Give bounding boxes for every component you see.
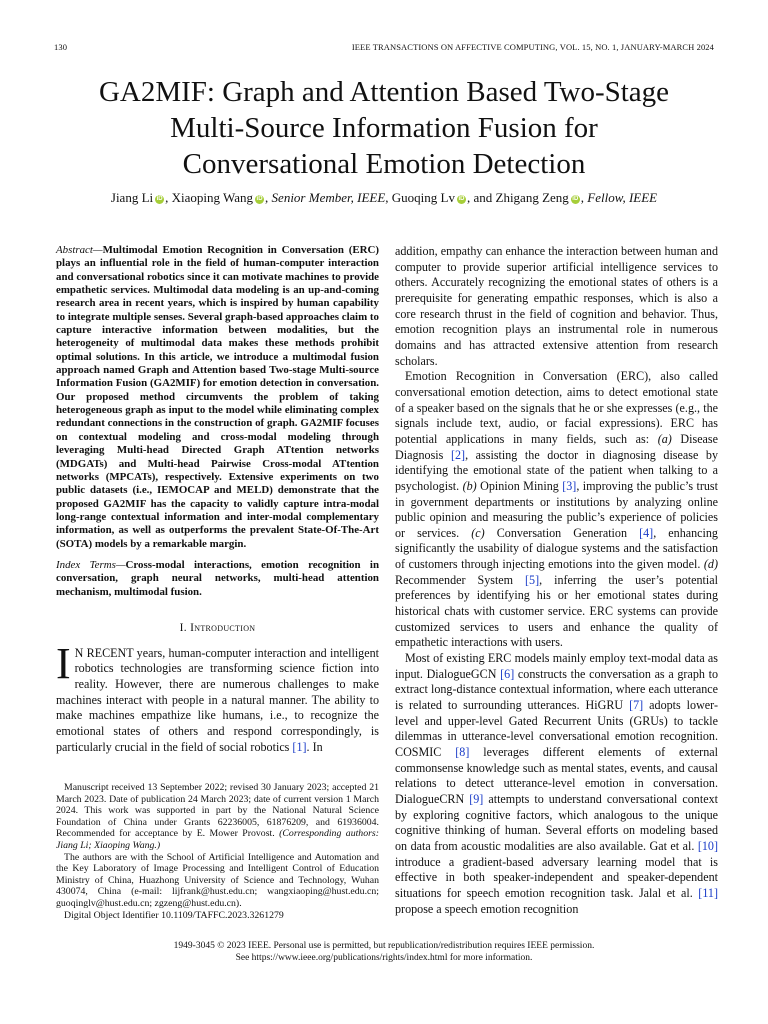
title-line-1: GA2MIF: Graph and Attention Based Two-Stage xyxy=(98,76,670,108)
copyright-notice xyxy=(40,940,728,964)
author-list xyxy=(40,190,728,206)
page-number: 130 xyxy=(54,42,68,52)
author-2: Xiaoping Wang xyxy=(171,190,254,205)
paragraph-text: leverages different elements of external commonsense knowledge such as mental states, events, and causal relations to detect utterance-level emotion in conversation. DialogueCRN xyxy=(395,745,718,806)
orcid-icon[interactable]: iD xyxy=(458,196,465,202)
abstract-text: Multimodal Emotion Recognition in Conversation (ERC) plays an influential role in the field of human-computer interaction and conversational robotics since it can motivate machines to provide empathetic services. Multimodal data modeling is an up-and-coming research area in recent years, which is inspired by human capability to integrate multiple senses. Several graph-based approaches claim to capture interactive information between modalities, but the heterogeneity of multimodal data makes these methods prohibit optimal solutions. In this article, we introduce a multimodal fusion approach named Graph and Attention based Two-stage Multi-source Information Fusion (GA2MIF) for emotion detection in conversation. Our proposed method circumvents the problem of taking heterogeneous graph as input to the model while eliminating complex redundant connections in the construction of graph. GA2MIF focuses on contextual modeling and cross-modal modeling through leveraging Multi-head Directed Graph ATtention networks (MDGATs) and Multi-head Pairwise Cross-modal ATtention networks (MPCATs), respectively. Extensive experiments on two public datasets (i.e., IEMOCAP and MELD) demonstrate that the proposed GA2MIF has the capacity to validly capture intra-modal long-range contextual information and inter-modal complementary information, as well as outperforms the prevalent State-Of-The-Art (SOTA) models by a remarkable margin. xyxy=(56,244,379,550)
intro-text: N RECENT years, human-computer interaction and intelligent robotics technologies are transforming science fiction into reality. However, there are numerous challenges to make machines interact with people in a natural manner. The ability to make machines empathize like humans, i.e., to recognize the emotional states of others and respond correspondingly, is particularly crucial in the field of social robotics xyxy=(56,645,379,754)
paragraph-text: propose a speech emotion recognition xyxy=(395,901,579,916)
footnotes xyxy=(56,782,379,921)
index-terms-text: Cross-modal interactions, emotion recognition in conversation, graph neural networks, multi-head attention mechanism, multimodal fusion. xyxy=(56,558,380,598)
citation-link[interactable]: [11] xyxy=(698,885,718,900)
index-terms-label: Index Terms— xyxy=(56,558,126,571)
paragraph xyxy=(395,369,718,651)
abstract-label: Abstract— xyxy=(56,244,103,256)
copyright-line: 1949-3045 © 2023 IEEE. Personal use is permitted, but republication/redistribution requires IEEE permission. xyxy=(173,941,595,951)
citation-link[interactable]: [2] xyxy=(450,447,466,462)
footnote-received-text: Manuscript received 13 September 2022; revised 30 January 2023; accepted 21 March 2023. Date of publication 24 March 2023; date of current version 1 March 2024. This work was supported in part by the National Natural Science Foundation of China under Grants 62236005, 61876209, and 61936004. Recommended for acceptance by E. Mower Provost. xyxy=(56,782,379,840)
citation-link[interactable]: [5] xyxy=(525,572,540,587)
paragraph-text: constructs the conversation as a graph to extract long-distance contextual information, where each utterance is related to surrounding utterances. HiGRU xyxy=(395,666,719,713)
paragraph: addition, empathy can enhance the interaction between human and computer to provide superior artificial intelligence services to others. Accurately recognizing the emotional states of others is a prerequisite for generating empathic responses, which is also a core research thrust in the field of cognition and behavior. Thus, emotion recognition plays an instrumental role in numerous domains and has attracted extensive attention from research scholars. xyxy=(395,244,718,368)
title-line-2: Multi-Source Information Fusion for xyxy=(170,112,598,144)
abstract xyxy=(56,244,379,551)
paragraph-text: , enhancing significantly the usability of dialogue systems and the satisfaction of customers through injecting emotions into the given model. xyxy=(395,525,718,572)
author-separator: , xyxy=(580,190,588,205)
author-separator: , xyxy=(385,190,392,205)
orcid-icon[interactable]: iD xyxy=(256,196,263,202)
orcid-icon[interactable]: iD xyxy=(572,196,579,202)
citation-link[interactable]: [1] xyxy=(292,739,307,754)
index-terms xyxy=(56,559,379,599)
citation-link[interactable]: [8] xyxy=(455,745,470,759)
right-column xyxy=(395,244,718,917)
paragraph-text: , inferring the user’s potential preferences by identifying his or her emotional states during historical chats with customer service. ERC systems can provide customized services to users and enhance the quality of empathetic interactions with users. xyxy=(395,572,718,650)
drop-cap: I xyxy=(56,638,71,688)
section-heading xyxy=(56,621,379,637)
citation-link[interactable]: [4] xyxy=(639,525,654,540)
citation-link[interactable]: [3] xyxy=(562,478,577,493)
author-separator: , xyxy=(165,190,172,205)
citation-link[interactable]: [9] xyxy=(469,791,484,806)
paragraph-text: Emotion Recognition in Conversation (ERC), also called conversational emotion detection, aims to detect emotional state of a speaker based on the signals that he or she expresses (e.g., the signals include text, audio, or facial expressions). ERC has potential applications in many fields, such as: xyxy=(395,369,718,446)
paragraph-text: attempts to understand conversational context by exploring cognitive factors, which analogous to the unique cognitive thinking of human. Several efforts on modeling based on data from acoustic modalities are also available. Gat et al. xyxy=(395,791,718,853)
footnote-doi: Digital Object Identifier 10.1109/TAFFC.2023.3261279 xyxy=(64,909,284,921)
orcid-icon[interactable]: iD xyxy=(156,196,163,202)
footnote-affiliation: The authors are with the School of Artificial Intelligence and Automation and the Key Laboratory of Image Processing and Intelligent Control of Education Ministry of China, Huazhong University of Science and Technology, Wuhan 430074, China (e-mail: lijfrank@hust.edu.cn; wangxiaoping@hust.edu.cn; guoqinglv@hust.edu.cn; zgzeng@hust.edu.cn). xyxy=(56,851,379,909)
paragraph-text: Conversation Generation xyxy=(484,525,640,540)
footnote-corresponding: (Corresponding authors: Jiang Li; Xiaoping Wang.) xyxy=(56,828,379,851)
section-title: Introduction xyxy=(190,621,256,634)
paragraph-text: Opinion Mining xyxy=(476,478,563,493)
running-head: IEEE TRANSACTIONS ON AFFECTIVE COMPUTING, VOL. 15, NO. 1, JANUARY-MARCH 2024 xyxy=(351,42,714,52)
left-column xyxy=(56,244,379,755)
footnote-received xyxy=(56,782,379,852)
paragraph-text: Disease Diagnosis xyxy=(395,431,719,462)
enum-marker: (c) xyxy=(471,525,485,540)
paragraph-text: introduce a gradient-based adversary learning model that is effective in both speaker-independent and speaker-dependent situations for speech emotion recognition task. Jalal et al. xyxy=(395,854,718,900)
intro-text-tail: . In xyxy=(306,739,323,754)
citation-link[interactable]: [10] xyxy=(697,838,718,853)
author-separator: , and xyxy=(466,190,496,205)
section-numeral: I. xyxy=(179,621,187,634)
paragraph-text: adopts lower-level and upper-level Gated Recurrent Units (GRUs) to tackle dilemmas in utterance-level conversational emotion recognition. COSMIC xyxy=(395,698,718,759)
author-4-role: Fellow, IEEE xyxy=(587,190,658,205)
paragraph-text: , improving the public’s trust in government departments or institutions by analyzing online public opinion and measuring the public’s experience of policies or services. xyxy=(395,478,718,540)
enum-marker: (d) xyxy=(703,557,718,572)
paper-title xyxy=(40,74,728,182)
intro-paragraph xyxy=(56,638,379,756)
paragraph-text: , assisting the doctor in diagnosing disease by identifying the emotional state of the patient when talking to a psychologist. xyxy=(395,447,718,493)
enum-marker: (a) xyxy=(657,431,672,446)
paragraph xyxy=(395,651,718,917)
author-2-role: Senior Member, IEEE xyxy=(271,190,386,205)
paragraph-text: Most of existing ERC models mainly employ text-modal data as input. DialogueGCN xyxy=(395,651,718,681)
citation-link[interactable]: [7] xyxy=(629,698,644,713)
rights-url-line: See https://www.ieee.org/publications/rights/index.html for more information. xyxy=(235,953,533,963)
author-1: Jiang Li xyxy=(110,190,154,205)
title-line-3: Conversational Emotion Detection xyxy=(182,148,586,180)
citation-link[interactable]: [6] xyxy=(500,666,515,681)
author-4: Zhigang Zeng xyxy=(495,190,569,205)
enum-marker: (b) xyxy=(462,478,477,493)
paragraph-text: Recommender System xyxy=(395,572,526,587)
author-3: Guoqing Lv xyxy=(391,190,455,205)
author-separator: , xyxy=(265,190,272,205)
